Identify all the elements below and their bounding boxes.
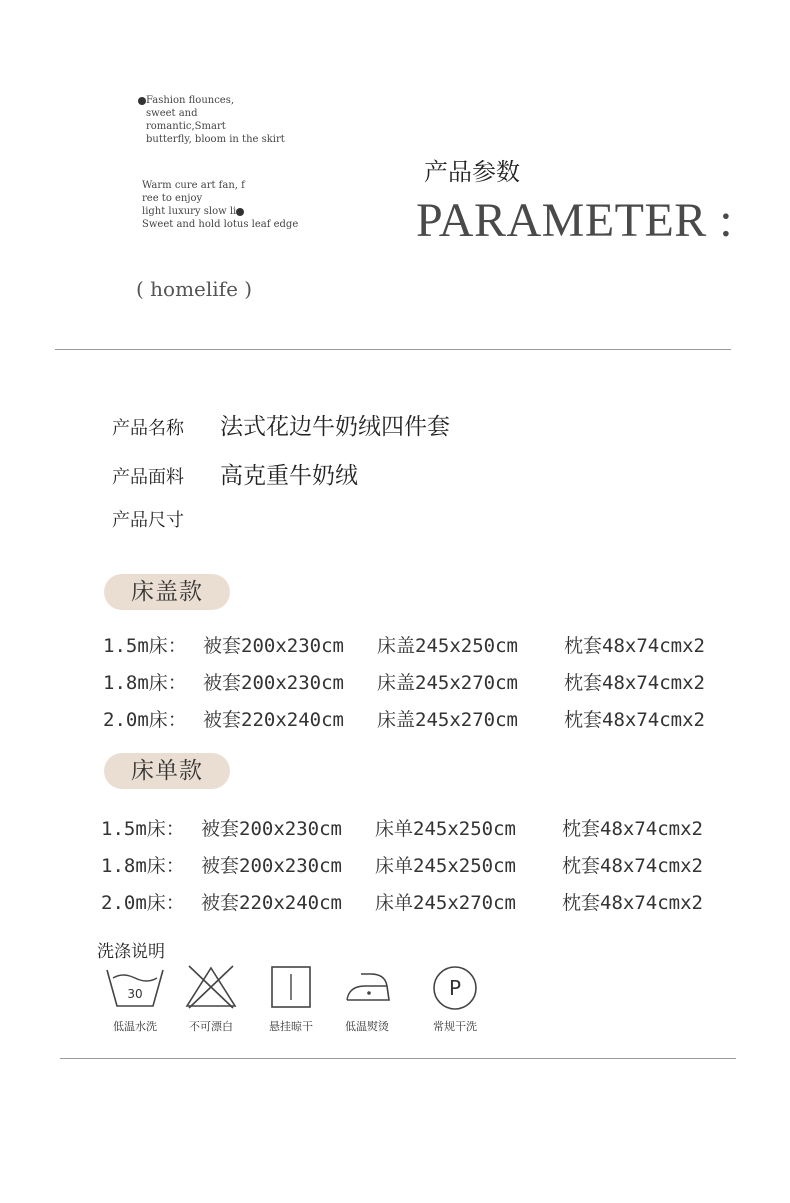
spec-cover: 床单245x250cm [375, 855, 516, 877]
care-item-hang [251, 964, 331, 1034]
spec-duvet: 被套200x230cm [203, 635, 344, 657]
spec-pillow: 枕套48x74cmx2 [562, 855, 703, 877]
poem-line: sweet and [146, 108, 198, 119]
poem-line: Sweet and hold lotus leaf edge [142, 219, 299, 230]
wash-title: 洗涤说明 [97, 942, 165, 962]
dry-clean-p-icon [430, 964, 480, 1010]
poem-line: romantic,Smart [146, 121, 226, 132]
poem-block-1 [138, 94, 285, 146]
poem-line: Fashion flounces, [146, 95, 235, 106]
spec-size: 2.0m床： [103, 709, 187, 731]
care-label: 低温水洗 [113, 1020, 157, 1033]
info-row-name [112, 408, 450, 441]
care-item-iron [327, 964, 407, 1034]
divider-top [55, 349, 731, 350]
spec-duvet: 被套220x240cm [203, 709, 344, 731]
info-row-fabric [112, 457, 358, 490]
bullet-dot-icon [236, 208, 244, 216]
care-item-wash [95, 964, 175, 1034]
spec-cover: 床盖245x270cm [377, 672, 518, 694]
spec-cover: 床盖245x270cm [377, 709, 518, 731]
care-label: 低温熨烫 [345, 1020, 389, 1033]
wash-30-icon [103, 964, 167, 1010]
info-row-size [112, 506, 220, 532]
spec-pillow: 枕套48x74cmx2 [562, 892, 703, 914]
poem-line: Warm cure art fan, f [142, 180, 245, 191]
wash-temp-text: 30 [127, 987, 143, 1001]
info-label: 产品面料 [112, 467, 184, 488]
poem-block-2 [142, 179, 298, 231]
spec-cover: 床盖245x250cm [377, 635, 518, 657]
spec-size: 1.8m床： [101, 855, 185, 877]
care-label: 不可漂白 [189, 1020, 233, 1033]
low-iron-icon [341, 964, 393, 1010]
spec-cover: 床单245x270cm [375, 892, 516, 914]
info-label: 产品尺寸 [112, 510, 184, 531]
spec-duvet: 被套200x230cm [203, 672, 344, 694]
spec-pillow: 枕套48x74cmx2 [562, 818, 703, 840]
brand-tag: ( homelife ) [136, 277, 253, 301]
care-item-bleach [171, 964, 251, 1034]
spec-duvet: 被套200x230cm [201, 818, 342, 840]
hang-dry-icon [269, 964, 313, 1010]
page-title-cn: 产品参数 [424, 158, 520, 186]
group-title-bedcover: 床盖款 [104, 574, 230, 610]
poem-line: butterfly, bloom in the skirt [146, 134, 285, 145]
poem-line: light luxury slow li [142, 206, 237, 217]
care-item-dryclean [415, 964, 495, 1034]
page-title-en: PARAMETER : [416, 194, 734, 247]
poem-line: ree to enjoy [142, 193, 203, 204]
spec-duvet: 被套220x240cm [201, 892, 342, 914]
spec-pillow: 枕套48x74cmx2 [564, 709, 705, 731]
info-label: 产品名称 [112, 418, 184, 439]
spec-pillow: 枕套48x74cmx2 [564, 635, 705, 657]
info-value: 法式花边牛奶绒四件套 [220, 414, 450, 440]
spec-size: 1.5m床： [101, 818, 185, 840]
spec-cover: 床单245x250cm [375, 818, 516, 840]
care-label: 悬挂晾干 [269, 1020, 313, 1033]
bullet-dot-icon [138, 97, 146, 105]
spec-size: 1.5m床： [103, 635, 187, 657]
spec-duvet: 被套200x230cm [201, 855, 342, 877]
divider-bottom [60, 1058, 736, 1059]
group-title-bedsheet: 床单款 [104, 753, 230, 789]
spec-size: 2.0m床： [101, 892, 185, 914]
info-value: 高克重牛奶绒 [220, 463, 358, 489]
dryclean-letter: P [448, 976, 462, 1000]
no-bleach-icon [183, 964, 239, 1010]
spec-size: 1.8m床： [103, 672, 187, 694]
spec-pillow: 枕套48x74cmx2 [564, 672, 705, 694]
care-label: 常规干洗 [433, 1020, 477, 1033]
